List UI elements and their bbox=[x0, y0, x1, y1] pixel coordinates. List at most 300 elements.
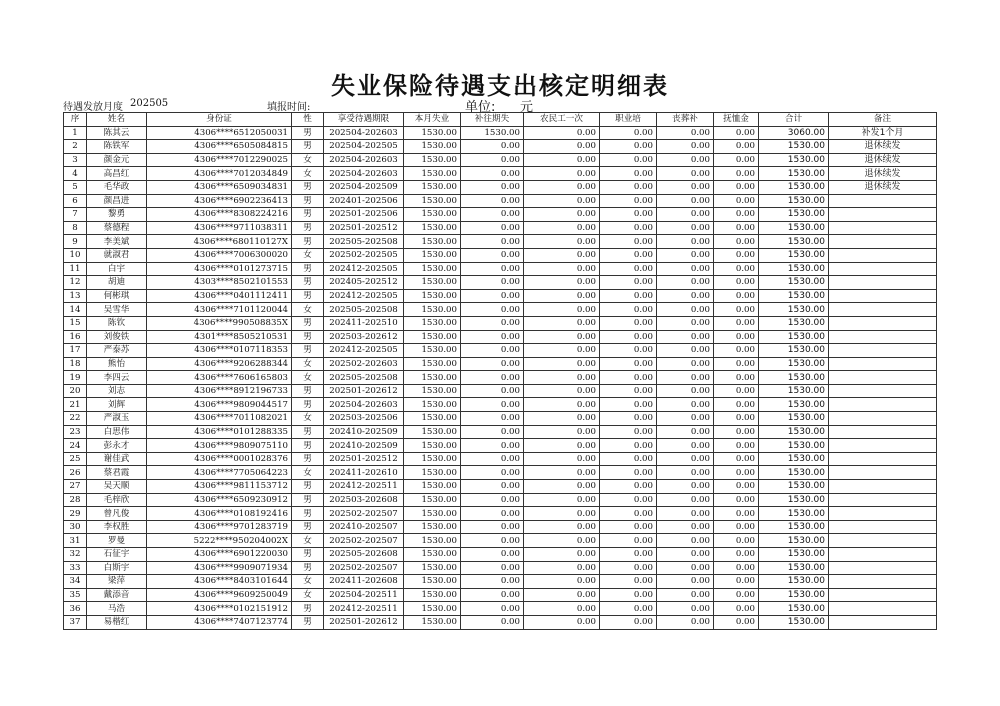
cell-migrant-lump-sum: 0.00 bbox=[524, 588, 600, 602]
header-seq: 序 bbox=[64, 113, 87, 127]
cell-gender: 男 bbox=[292, 452, 324, 466]
cell-monthly-benefit: 1530.00 bbox=[404, 412, 461, 426]
cell-gender: 男 bbox=[292, 398, 324, 412]
detail-table bbox=[63, 112, 937, 630]
cell-total: 1530.00 bbox=[759, 425, 829, 439]
cell-id-card: 4306****6505084815 bbox=[147, 140, 292, 154]
cell-back-pay: 0.00 bbox=[461, 194, 524, 208]
cell-monthly-benefit: 1530.00 bbox=[404, 561, 461, 575]
cell-period: 202412-202505 bbox=[324, 289, 404, 303]
cell-training: 0.00 bbox=[600, 316, 657, 330]
cell-remark bbox=[829, 316, 937, 330]
cell-period: 202504-202505 bbox=[324, 140, 404, 154]
cell-remark bbox=[829, 235, 937, 249]
cell-seq: 27 bbox=[64, 480, 87, 494]
cell-name: 陈钦 bbox=[87, 316, 147, 330]
cell-total: 1530.00 bbox=[759, 561, 829, 575]
cell-gender: 女 bbox=[292, 466, 324, 480]
cell-seq: 34 bbox=[64, 575, 87, 589]
cell-training: 0.00 bbox=[600, 412, 657, 426]
cell-id-card: 4306****7011082021 bbox=[147, 412, 292, 426]
cell-seq: 32 bbox=[64, 548, 87, 562]
cell-pension: 0.00 bbox=[714, 262, 759, 276]
table-row bbox=[64, 221, 937, 235]
cell-monthly-benefit: 1530.00 bbox=[404, 235, 461, 249]
cell-migrant-lump-sum: 0.00 bbox=[524, 548, 600, 562]
cell-gender: 男 bbox=[292, 561, 324, 575]
cell-funeral: 0.00 bbox=[657, 615, 714, 629]
cell-training: 0.00 bbox=[600, 534, 657, 548]
cell-training: 0.00 bbox=[600, 602, 657, 616]
cell-seq: 35 bbox=[64, 588, 87, 602]
table-row bbox=[64, 602, 937, 616]
cell-training: 0.00 bbox=[600, 330, 657, 344]
cell-remark bbox=[829, 330, 937, 344]
cell-total: 1530.00 bbox=[759, 371, 829, 385]
cell-training: 0.00 bbox=[600, 615, 657, 629]
cell-id-card: 4306****6509230912 bbox=[147, 493, 292, 507]
cell-monthly-benefit: 1530.00 bbox=[404, 452, 461, 466]
cell-funeral: 0.00 bbox=[657, 520, 714, 534]
cell-monthly-benefit: 1530.00 bbox=[404, 208, 461, 222]
cell-remark bbox=[829, 575, 937, 589]
cell-training: 0.00 bbox=[600, 507, 657, 521]
cell-back-pay: 0.00 bbox=[461, 167, 524, 181]
cell-id-card: 4306****9701283719 bbox=[147, 520, 292, 534]
table-row bbox=[64, 534, 937, 548]
cell-name: 毛梓欣 bbox=[87, 493, 147, 507]
cell-pension: 0.00 bbox=[714, 425, 759, 439]
table-row bbox=[64, 194, 937, 208]
cell-name: 李四云 bbox=[87, 371, 147, 385]
cell-migrant-lump-sum: 0.00 bbox=[524, 303, 600, 317]
table-row bbox=[64, 126, 937, 140]
table-row bbox=[64, 235, 937, 249]
cell-migrant-lump-sum: 0.00 bbox=[524, 221, 600, 235]
cell-total: 1530.00 bbox=[759, 140, 829, 154]
cell-migrant-lump-sum: 0.00 bbox=[524, 262, 600, 276]
cell-remark bbox=[829, 208, 937, 222]
cell-migrant-lump-sum: 0.00 bbox=[524, 371, 600, 385]
cell-pension: 0.00 bbox=[714, 153, 759, 167]
cell-monthly-benefit: 1530.00 bbox=[404, 602, 461, 616]
cell-training: 0.00 bbox=[600, 208, 657, 222]
cell-funeral: 0.00 bbox=[657, 425, 714, 439]
cell-back-pay: 0.00 bbox=[461, 303, 524, 317]
cell-id-card: 4306****8912196733 bbox=[147, 384, 292, 398]
cell-training: 0.00 bbox=[600, 466, 657, 480]
cell-migrant-lump-sum: 0.00 bbox=[524, 507, 600, 521]
cell-funeral: 0.00 bbox=[657, 126, 714, 140]
table-row bbox=[64, 316, 937, 330]
cell-migrant-lump-sum: 0.00 bbox=[524, 439, 600, 453]
cell-funeral: 0.00 bbox=[657, 357, 714, 371]
cell-back-pay: 0.00 bbox=[461, 520, 524, 534]
cell-back-pay: 0.00 bbox=[461, 384, 524, 398]
cell-name: 马浩 bbox=[87, 602, 147, 616]
cell-id-card: 4306****0101288335 bbox=[147, 425, 292, 439]
cell-pension: 0.00 bbox=[714, 452, 759, 466]
cell-name: 严淑玉 bbox=[87, 412, 147, 426]
cell-gender: 男 bbox=[292, 330, 324, 344]
cell-remark bbox=[829, 398, 937, 412]
cell-gender: 男 bbox=[292, 140, 324, 154]
cell-seq: 3 bbox=[64, 153, 87, 167]
cell-gender: 男 bbox=[292, 548, 324, 562]
cell-back-pay: 0.00 bbox=[461, 507, 524, 521]
cell-name: 严泰苏 bbox=[87, 344, 147, 358]
cell-migrant-lump-sum: 0.00 bbox=[524, 493, 600, 507]
cell-funeral: 0.00 bbox=[657, 248, 714, 262]
header-pension: 抚恤金 bbox=[714, 113, 759, 127]
cell-training: 0.00 bbox=[600, 221, 657, 235]
cell-name: 李权胜 bbox=[87, 520, 147, 534]
cell-seq: 5 bbox=[64, 180, 87, 194]
cell-monthly-benefit: 1530.00 bbox=[404, 140, 461, 154]
cell-monthly-benefit: 1530.00 bbox=[404, 248, 461, 262]
cell-pension: 0.00 bbox=[714, 208, 759, 222]
cell-back-pay: 0.00 bbox=[461, 357, 524, 371]
cell-funeral: 0.00 bbox=[657, 575, 714, 589]
cell-gender: 女 bbox=[292, 357, 324, 371]
cell-training: 0.00 bbox=[600, 480, 657, 494]
cell-training: 0.00 bbox=[600, 153, 657, 167]
cell-total: 1530.00 bbox=[759, 167, 829, 181]
cell-pension: 0.00 bbox=[714, 140, 759, 154]
table-row bbox=[64, 276, 937, 290]
table-row bbox=[64, 548, 937, 562]
cell-migrant-lump-sum: 0.00 bbox=[524, 615, 600, 629]
cell-name: 蔡德程 bbox=[87, 221, 147, 235]
cell-name: 陈其云 bbox=[87, 126, 147, 140]
table-row bbox=[64, 357, 937, 371]
cell-migrant-lump-sum: 0.00 bbox=[524, 344, 600, 358]
cell-training: 0.00 bbox=[600, 140, 657, 154]
table-row bbox=[64, 575, 937, 589]
cell-seq: 21 bbox=[64, 398, 87, 412]
cell-name: 戴添音 bbox=[87, 588, 147, 602]
cell-migrant-lump-sum: 0.00 bbox=[524, 575, 600, 589]
cell-seq: 6 bbox=[64, 194, 87, 208]
cell-funeral: 0.00 bbox=[657, 344, 714, 358]
cell-name: 刘志 bbox=[87, 384, 147, 398]
cell-training: 0.00 bbox=[600, 194, 657, 208]
page-title: 失业保险待遇支出核定明细表 bbox=[331, 72, 669, 100]
cell-gender: 男 bbox=[292, 221, 324, 235]
cell-funeral: 0.00 bbox=[657, 208, 714, 222]
cell-funeral: 0.00 bbox=[657, 466, 714, 480]
cell-migrant-lump-sum: 0.00 bbox=[524, 276, 600, 290]
cell-migrant-lump-sum: 0.00 bbox=[524, 316, 600, 330]
cell-period: 202504-202511 bbox=[324, 588, 404, 602]
cell-id-card: 4306****6902236413 bbox=[147, 194, 292, 208]
cell-remark bbox=[829, 276, 937, 290]
cell-migrant-lump-sum: 0.00 bbox=[524, 248, 600, 262]
cell-gender: 女 bbox=[292, 534, 324, 548]
cell-total: 1530.00 bbox=[759, 480, 829, 494]
cell-funeral: 0.00 bbox=[657, 602, 714, 616]
table-row bbox=[64, 208, 937, 222]
table-row bbox=[64, 588, 937, 602]
cell-migrant-lump-sum: 0.00 bbox=[524, 384, 600, 398]
header-remark: 备注 bbox=[829, 113, 937, 127]
cell-pension: 0.00 bbox=[714, 371, 759, 385]
cell-funeral: 0.00 bbox=[657, 493, 714, 507]
cell-pension: 0.00 bbox=[714, 439, 759, 453]
cell-migrant-lump-sum: 0.00 bbox=[524, 357, 600, 371]
cell-migrant-lump-sum: 0.00 bbox=[524, 561, 600, 575]
cell-id-card: 4303****8502101553 bbox=[147, 276, 292, 290]
cell-gender: 男 bbox=[292, 208, 324, 222]
cell-name: 颜昌进 bbox=[87, 194, 147, 208]
cell-name: 梁萍 bbox=[87, 575, 147, 589]
table-row bbox=[64, 330, 937, 344]
header-period: 享受待遇期限 bbox=[324, 113, 404, 127]
cell-name: 黎勇 bbox=[87, 208, 147, 222]
cell-gender: 男 bbox=[292, 520, 324, 534]
table-row bbox=[64, 384, 937, 398]
cell-training: 0.00 bbox=[600, 439, 657, 453]
cell-funeral: 0.00 bbox=[657, 316, 714, 330]
cell-migrant-lump-sum: 0.00 bbox=[524, 425, 600, 439]
cell-monthly-benefit: 1530.00 bbox=[404, 126, 461, 140]
table-row bbox=[64, 439, 937, 453]
cell-period: 202501-202506 bbox=[324, 208, 404, 222]
cell-period: 202502-202507 bbox=[324, 534, 404, 548]
header-migrant-lump-sum: 农民工一次 bbox=[524, 113, 600, 127]
cell-name: 何彬琪 bbox=[87, 289, 147, 303]
cell-training: 0.00 bbox=[600, 452, 657, 466]
cell-seq: 8 bbox=[64, 221, 87, 235]
cell-id-card: 4306****7705064223 bbox=[147, 466, 292, 480]
cell-id-card: 4306****0107118353 bbox=[147, 344, 292, 358]
cell-training: 0.00 bbox=[600, 126, 657, 140]
cell-period: 202502-202507 bbox=[324, 561, 404, 575]
cell-remark bbox=[829, 602, 937, 616]
cell-gender: 男 bbox=[292, 316, 324, 330]
cell-remark bbox=[829, 221, 937, 235]
cell-total: 1530.00 bbox=[759, 357, 829, 371]
cell-id-card: 4306****8308224216 bbox=[147, 208, 292, 222]
cell-total: 1530.00 bbox=[759, 344, 829, 358]
cell-remark: 退休续发 bbox=[829, 140, 937, 154]
cell-funeral: 0.00 bbox=[657, 289, 714, 303]
cell-pension: 0.00 bbox=[714, 412, 759, 426]
cell-back-pay: 0.00 bbox=[461, 289, 524, 303]
cell-id-card: 4306****9711038311 bbox=[147, 221, 292, 235]
cell-remark bbox=[829, 480, 937, 494]
cell-back-pay: 0.00 bbox=[461, 316, 524, 330]
cell-funeral: 0.00 bbox=[657, 180, 714, 194]
cell-migrant-lump-sum: 0.00 bbox=[524, 208, 600, 222]
cell-monthly-benefit: 1530.00 bbox=[404, 615, 461, 629]
cell-seq: 24 bbox=[64, 439, 87, 453]
cell-name: 刘辉 bbox=[87, 398, 147, 412]
unit-label: 单位: bbox=[465, 100, 496, 115]
cell-name: 石征宇 bbox=[87, 548, 147, 562]
cell-period: 202503-202612 bbox=[324, 330, 404, 344]
cell-id-card: 4306****7606165803 bbox=[147, 371, 292, 385]
cell-back-pay: 0.00 bbox=[461, 398, 524, 412]
cell-training: 0.00 bbox=[600, 344, 657, 358]
cell-seq: 37 bbox=[64, 615, 87, 629]
cell-remark bbox=[829, 248, 937, 262]
cell-pension: 0.00 bbox=[714, 493, 759, 507]
cell-monthly-benefit: 1530.00 bbox=[404, 330, 461, 344]
cell-seq: 28 bbox=[64, 493, 87, 507]
header-row bbox=[64, 113, 937, 127]
cell-back-pay: 1530.00 bbox=[461, 126, 524, 140]
cell-period: 202412-202511 bbox=[324, 480, 404, 494]
cell-funeral: 0.00 bbox=[657, 221, 714, 235]
unit-value: 元 bbox=[520, 100, 534, 115]
table-row bbox=[64, 153, 937, 167]
cell-remark bbox=[829, 194, 937, 208]
cell-pension: 0.00 bbox=[714, 180, 759, 194]
cell-remark bbox=[829, 344, 937, 358]
cell-training: 0.00 bbox=[600, 167, 657, 181]
table-row bbox=[64, 344, 937, 358]
cell-seq: 15 bbox=[64, 316, 87, 330]
cell-gender: 女 bbox=[292, 412, 324, 426]
cell-migrant-lump-sum: 0.00 bbox=[524, 534, 600, 548]
cell-funeral: 0.00 bbox=[657, 452, 714, 466]
cell-period: 202505-202608 bbox=[324, 548, 404, 562]
cell-monthly-benefit: 1530.00 bbox=[404, 167, 461, 181]
cell-monthly-benefit: 1530.00 bbox=[404, 575, 461, 589]
cell-migrant-lump-sum: 0.00 bbox=[524, 289, 600, 303]
cell-funeral: 0.00 bbox=[657, 330, 714, 344]
cell-remark bbox=[829, 452, 937, 466]
fill-time-label: 填报时间: bbox=[267, 102, 311, 113]
table-body bbox=[64, 126, 937, 629]
cell-gender: 男 bbox=[292, 180, 324, 194]
cell-period: 202505-202508 bbox=[324, 303, 404, 317]
cell-back-pay: 0.00 bbox=[461, 344, 524, 358]
cell-back-pay: 0.00 bbox=[461, 425, 524, 439]
table-row bbox=[64, 520, 937, 534]
cell-seq: 23 bbox=[64, 425, 87, 439]
cell-remark bbox=[829, 289, 937, 303]
cell-id-card: 4306****9909071934 bbox=[147, 561, 292, 575]
cell-period: 202502-202603 bbox=[324, 357, 404, 371]
cell-pension: 0.00 bbox=[714, 167, 759, 181]
cell-migrant-lump-sum: 0.00 bbox=[524, 412, 600, 426]
cell-pension: 0.00 bbox=[714, 330, 759, 344]
cell-total: 3060.00 bbox=[759, 126, 829, 140]
cell-pension: 0.00 bbox=[714, 534, 759, 548]
cell-remark bbox=[829, 548, 937, 562]
cell-pension: 0.00 bbox=[714, 575, 759, 589]
cell-total: 1530.00 bbox=[759, 466, 829, 480]
cell-period: 202502-202505 bbox=[324, 248, 404, 262]
cell-seq: 14 bbox=[64, 303, 87, 317]
cell-pension: 0.00 bbox=[714, 289, 759, 303]
cell-back-pay: 0.00 bbox=[461, 180, 524, 194]
cell-total: 1530.00 bbox=[759, 208, 829, 222]
cell-id-card: 4301****8505210531 bbox=[147, 330, 292, 344]
cell-back-pay: 0.00 bbox=[461, 493, 524, 507]
cell-gender: 男 bbox=[292, 262, 324, 276]
cell-monthly-benefit: 1530.00 bbox=[404, 289, 461, 303]
cell-total: 1530.00 bbox=[759, 575, 829, 589]
cell-gender: 男 bbox=[292, 602, 324, 616]
cell-remark bbox=[829, 303, 937, 317]
cell-id-card: 4306****9609250049 bbox=[147, 588, 292, 602]
header-back-pay: 补往期失 bbox=[461, 113, 524, 127]
cell-id-card: 4306****0101273715 bbox=[147, 262, 292, 276]
cell-monthly-benefit: 1530.00 bbox=[404, 588, 461, 602]
cell-pension: 0.00 bbox=[714, 615, 759, 629]
cell-gender: 女 bbox=[292, 248, 324, 262]
cell-remark bbox=[829, 384, 937, 398]
cell-total: 1530.00 bbox=[759, 262, 829, 276]
cell-monthly-benefit: 1530.00 bbox=[404, 398, 461, 412]
cell-gender: 女 bbox=[292, 153, 324, 167]
cell-training: 0.00 bbox=[600, 520, 657, 534]
cell-back-pay: 0.00 bbox=[461, 439, 524, 453]
cell-pension: 0.00 bbox=[714, 235, 759, 249]
table-row bbox=[64, 262, 937, 276]
cell-period: 202412-202511 bbox=[324, 602, 404, 616]
cell-pension: 0.00 bbox=[714, 602, 759, 616]
cell-total: 1530.00 bbox=[759, 384, 829, 398]
cell-name: 毛华政 bbox=[87, 180, 147, 194]
cell-monthly-benefit: 1530.00 bbox=[404, 303, 461, 317]
cell-total: 1530.00 bbox=[759, 194, 829, 208]
cell-remark: 退休续发 bbox=[829, 180, 937, 194]
cell-remark bbox=[829, 357, 937, 371]
cell-seq: 1 bbox=[64, 126, 87, 140]
cell-seq: 31 bbox=[64, 534, 87, 548]
table-row bbox=[64, 507, 937, 521]
cell-funeral: 0.00 bbox=[657, 384, 714, 398]
cell-name: 易楷红 bbox=[87, 615, 147, 629]
cell-name: 罗曼 bbox=[87, 534, 147, 548]
cell-period: 202410-202509 bbox=[324, 439, 404, 453]
table-row bbox=[64, 425, 937, 439]
cell-gender: 女 bbox=[292, 575, 324, 589]
cell-name: 白宇 bbox=[87, 262, 147, 276]
cell-total: 1530.00 bbox=[759, 452, 829, 466]
cell-name: 李美斌 bbox=[87, 235, 147, 249]
cell-pension: 0.00 bbox=[714, 221, 759, 235]
cell-back-pay: 0.00 bbox=[461, 575, 524, 589]
table-row bbox=[64, 371, 937, 385]
cell-remark bbox=[829, 493, 937, 507]
cell-gender: 男 bbox=[292, 276, 324, 290]
table-row bbox=[64, 412, 937, 426]
cell-funeral: 0.00 bbox=[657, 507, 714, 521]
cell-funeral: 0.00 bbox=[657, 561, 714, 575]
cell-training: 0.00 bbox=[600, 262, 657, 276]
cell-id-card: 4306****6901220030 bbox=[147, 548, 292, 562]
cell-period: 202504-202603 bbox=[324, 398, 404, 412]
table-row bbox=[64, 167, 937, 181]
cell-name: 颜金元 bbox=[87, 153, 147, 167]
cell-monthly-benefit: 1530.00 bbox=[404, 493, 461, 507]
cell-gender: 男 bbox=[292, 615, 324, 629]
cell-id-card: 4306****6509034831 bbox=[147, 180, 292, 194]
cell-training: 0.00 bbox=[600, 248, 657, 262]
cell-funeral: 0.00 bbox=[657, 412, 714, 426]
cell-seq: 12 bbox=[64, 276, 87, 290]
cell-training: 0.00 bbox=[600, 235, 657, 249]
cell-period: 202504-202603 bbox=[324, 126, 404, 140]
table-row bbox=[64, 289, 937, 303]
cell-id-card: 5222****950204002X bbox=[147, 534, 292, 548]
cell-id-card: 4306****0102151912 bbox=[147, 602, 292, 616]
